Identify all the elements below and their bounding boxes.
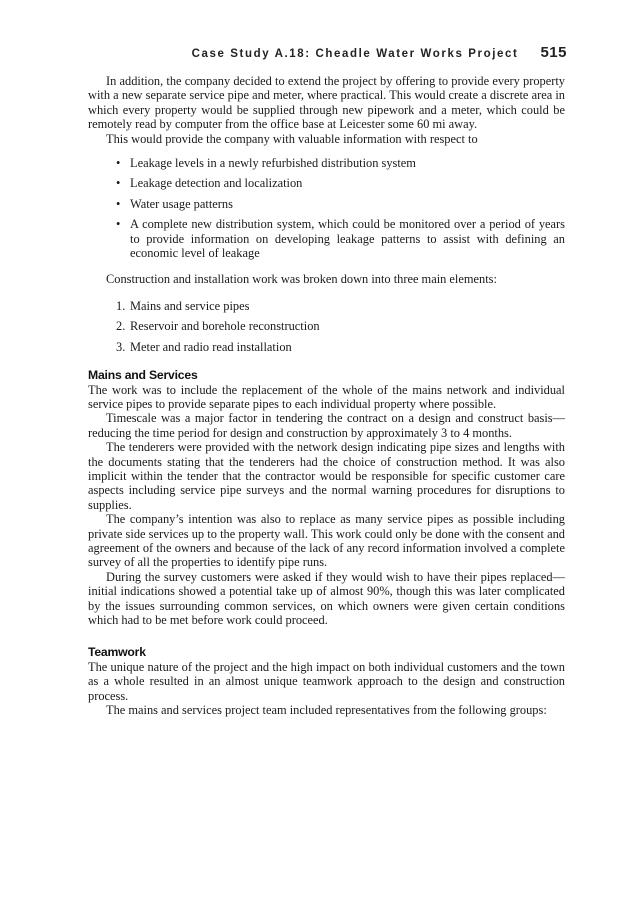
item-text: Reservoir and borehole reconstruction xyxy=(130,319,320,334)
mains-paragraph: The work was to include the replacement of the whole of the mains network and individual service pipes to provide separate pipes to each individual property where possible. xyxy=(88,382,565,411)
item-number: 1. xyxy=(116,298,126,313)
bullet-text: Water usage patterns xyxy=(130,196,233,211)
numbered-item xyxy=(116,299,565,313)
teamwork-paragraph: The mains and services project team included representatives from the following groups: xyxy=(106,703,547,718)
numbered-item xyxy=(116,340,565,354)
bullet-icon: • xyxy=(116,196,121,211)
bullet-item xyxy=(116,217,565,260)
intro-paragraph-3: Construction and installation work was broken down into three main elements: xyxy=(106,272,497,287)
item-number: 2. xyxy=(116,319,126,334)
intro-paragraph-2: This would provide the company with valuable information with respect to xyxy=(106,131,478,146)
mains-paragraph: Timescale was a major factor in tendering the contract on a design and construct basis—reducing the time period for design and construction by approximately 3 to 4 months. xyxy=(88,411,565,440)
item-text: Mains and service pipes xyxy=(130,298,250,313)
bullet-text: Leakage detection and localization xyxy=(130,176,303,191)
mains-paragraph: The company’s intention was also to replace as many service pipes as possible including private side services up to the property wall. This work could only be done with the consent and agreement of the owners and because of the lack of any record information involved a complete survey of all the properties to identify pipe runs. xyxy=(88,512,565,570)
running-header-title: Case Study A.18: Cheadle Water Works Project xyxy=(191,48,519,60)
running-header xyxy=(88,44,567,61)
work-elements-list xyxy=(88,299,565,354)
section-heading-teamwork: Teamwork xyxy=(88,645,146,660)
item-number: 3. xyxy=(116,339,126,354)
teamwork-paragraph: The unique nature of the project and the high impact on both individual customers and the town as a whole resulted in an almost unique teamwork approach to the design and construction process. xyxy=(88,659,565,703)
bullet-item xyxy=(116,176,565,190)
mains-paragraph: During the survey customers were asked if they would wish to have their pipes replaced—initial indications showed a potential take up of almost 90%, though this was later complicated by the issues surrounding common services, on which owners were given certain conditions which had to be met before work could proceed. xyxy=(88,569,565,627)
bullet-icon: • xyxy=(116,176,121,191)
mains-paragraph: The tenderers were provided with the network design indicating pipe sizes and lengths with the documents stating that the tenderers had the choice of construction method. It was also implicit within the tender that the contractor would be responsible for specific customer care aspects including service pipe surveys and the normal warning procedures for disruptions to supplies. xyxy=(88,440,565,512)
numbered-item xyxy=(116,319,565,333)
intro-paragraph-1: In addition, the company decided to extend the project by offering to provide every property with a new separate service pipe and meter, where practical. This would create a discrete area in which every property would be supplied through new pipework and a meter, which could be remotely read by computer from the office base at Leicester some 60 mi away. xyxy=(88,74,565,132)
bullet-item xyxy=(116,156,565,170)
bullet-item xyxy=(116,197,565,211)
item-text: Meter and radio read installation xyxy=(130,339,292,354)
page-body xyxy=(88,74,565,717)
section-heading-mains: Mains and Services xyxy=(88,368,198,383)
bullet-icon: • xyxy=(116,156,121,171)
bullet-text: Leakage levels in a newly refurbished distribution system xyxy=(130,156,416,171)
benefits-bullet-list xyxy=(88,156,565,260)
bullet-icon: • xyxy=(116,217,121,232)
bullet-text: A complete new distribution system, which could be monitored over a period of years to provide information on developing leakage patterns to assist with defining an economic level of leakage xyxy=(130,217,565,261)
page-number: 515 xyxy=(540,44,567,61)
